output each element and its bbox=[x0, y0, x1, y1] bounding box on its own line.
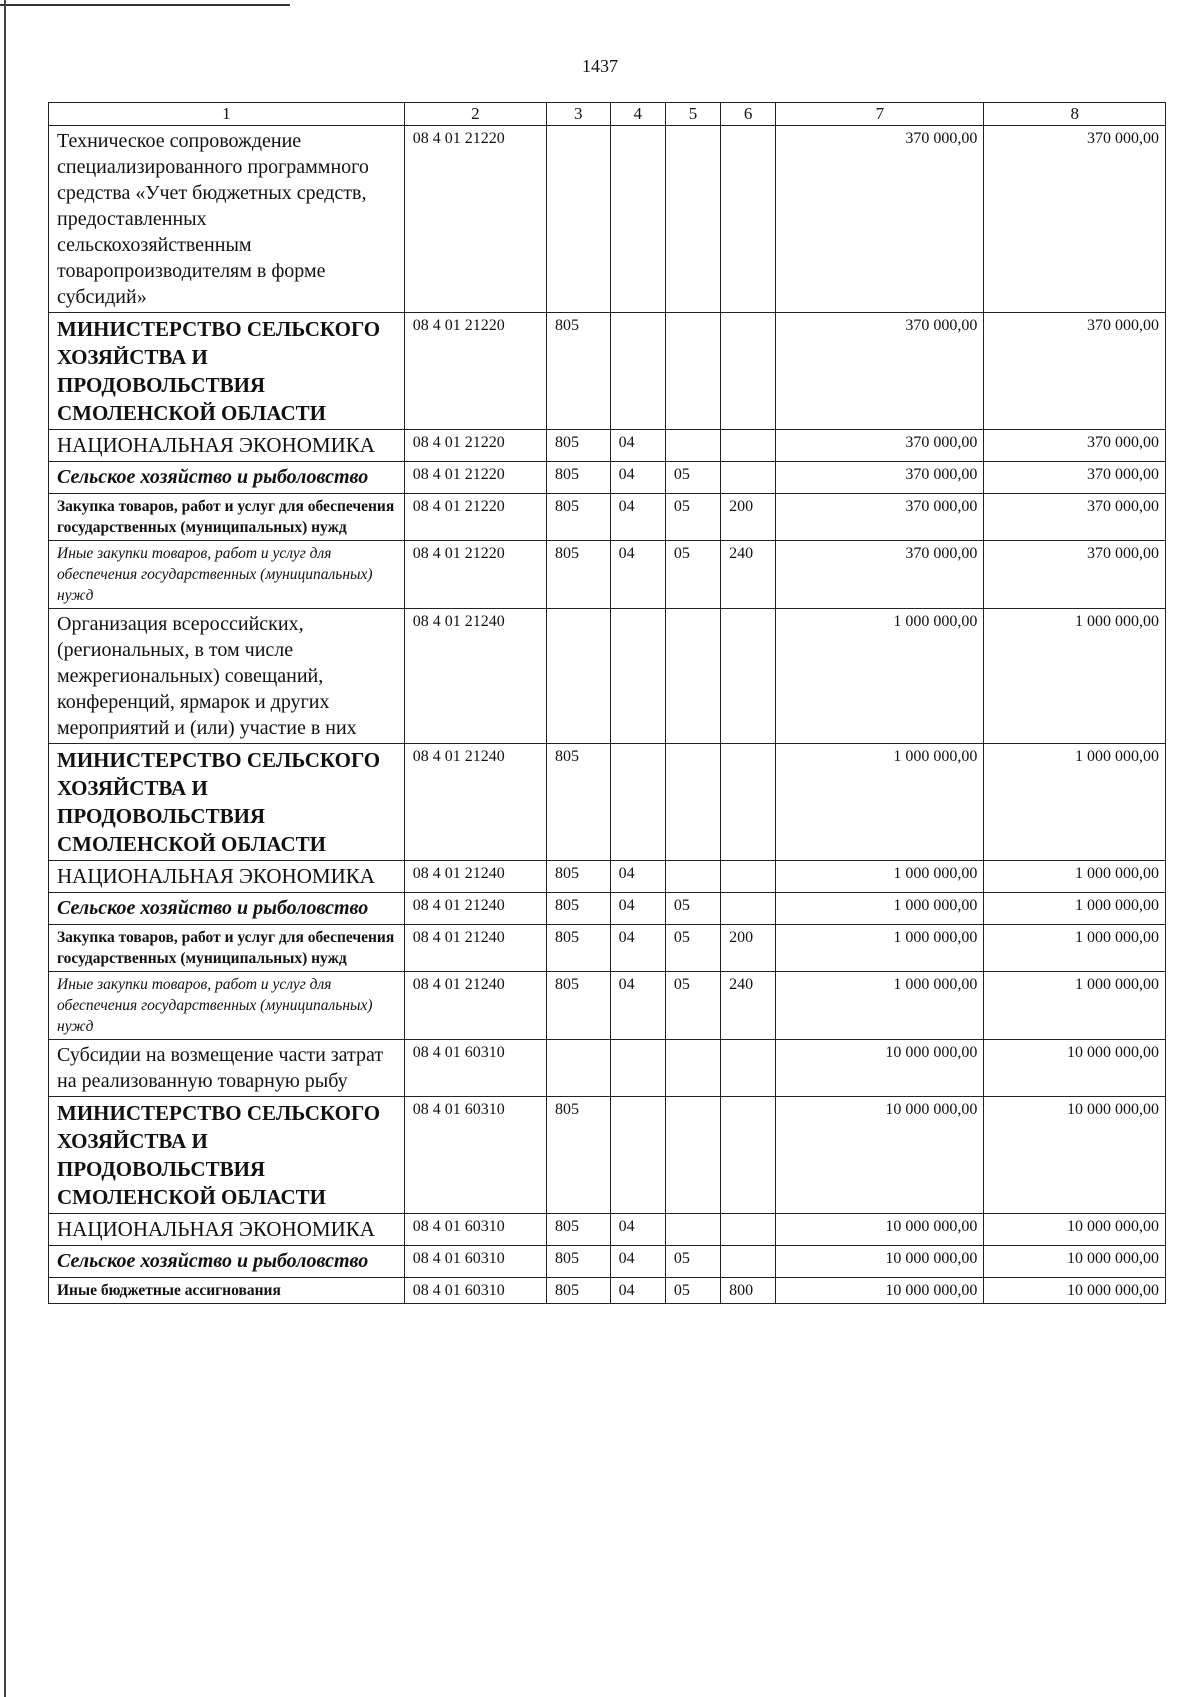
row-name-cell: МИНИСТЕРСТВО СЕЛЬСКОГО ХОЗЯЙСТВА И ПРОДОВОЛЬСТВИЯ СМОЛЕНСКОЙ ОБЛАСТИ bbox=[49, 744, 405, 861]
row-name-cell: Иные бюджетные ассигнования bbox=[49, 1278, 405, 1304]
scan-edge-top bbox=[0, 4, 290, 6]
amount-col7-cell: 370 000,00 bbox=[776, 462, 984, 494]
col6-cell bbox=[721, 893, 776, 925]
col4-cell: 04 bbox=[610, 462, 665, 494]
amount-col8-cell: 370 000,00 bbox=[984, 494, 1166, 541]
col6-cell bbox=[721, 1214, 776, 1246]
amount-col8-cell: 370 000,00 bbox=[984, 462, 1166, 494]
code-cell: 08 4 01 21220 bbox=[404, 313, 546, 430]
col6-cell bbox=[721, 462, 776, 494]
amount-col8-cell: 1 000 000,00 bbox=[984, 609, 1166, 744]
table-row bbox=[49, 893, 1166, 925]
col3-cell: 805 bbox=[546, 462, 610, 494]
col6-cell: 200 bbox=[721, 494, 776, 541]
code-cell: 08 4 01 60310 bbox=[404, 1040, 546, 1097]
table-row bbox=[49, 744, 1166, 861]
col4-cell: 04 bbox=[610, 494, 665, 541]
column-header: 2 bbox=[404, 103, 546, 126]
col5-cell bbox=[665, 609, 720, 744]
amount-col8-cell: 10 000 000,00 bbox=[984, 1040, 1166, 1097]
col5-cell: 05 bbox=[665, 494, 720, 541]
code-cell: 08 4 01 21240 bbox=[404, 861, 546, 893]
table-row bbox=[49, 925, 1166, 972]
amount-col7-cell: 370 000,00 bbox=[776, 313, 984, 430]
col3-cell: 805 bbox=[546, 1246, 610, 1278]
budget-table bbox=[48, 102, 1166, 1304]
amount-col7-cell: 10 000 000,00 bbox=[776, 1278, 984, 1304]
amount-col7-cell: 1 000 000,00 bbox=[776, 893, 984, 925]
amount-col7-cell: 1 000 000,00 bbox=[776, 609, 984, 744]
col6-cell bbox=[721, 861, 776, 893]
amount-col8-cell: 10 000 000,00 bbox=[984, 1214, 1166, 1246]
col4-cell: 04 bbox=[610, 893, 665, 925]
code-cell: 08 4 01 21220 bbox=[404, 494, 546, 541]
amount-col7-cell: 1 000 000,00 bbox=[776, 861, 984, 893]
amount-col7-cell: 370 000,00 bbox=[776, 126, 984, 313]
col4-cell: 04 bbox=[610, 972, 665, 1040]
amount-col8-cell: 1 000 000,00 bbox=[984, 861, 1166, 893]
amount-col7-cell: 370 000,00 bbox=[776, 430, 984, 462]
col4-cell bbox=[610, 1040, 665, 1097]
code-cell: 08 4 01 21240 bbox=[404, 925, 546, 972]
column-header: 7 bbox=[776, 103, 984, 126]
col6-cell: 240 bbox=[721, 541, 776, 609]
table-row bbox=[49, 430, 1166, 462]
code-cell: 08 4 01 60310 bbox=[404, 1246, 546, 1278]
scan-edge-left bbox=[4, 0, 6, 1697]
amount-col7-cell: 370 000,00 bbox=[776, 494, 984, 541]
code-cell: 08 4 01 60310 bbox=[404, 1097, 546, 1214]
row-name-cell: Сельское хозяйство и рыболовство bbox=[49, 1246, 405, 1278]
col3-cell bbox=[546, 126, 610, 313]
column-header: 1 bbox=[49, 103, 405, 126]
col4-cell: 04 bbox=[610, 430, 665, 462]
col5-cell bbox=[665, 126, 720, 313]
col3-cell bbox=[546, 609, 610, 744]
row-name-cell: МИНИСТЕРСТВО СЕЛЬСКОГО ХОЗЯЙСТВА И ПРОДОВОЛЬСТВИЯ СМОЛЕНСКОЙ ОБЛАСТИ bbox=[49, 1097, 405, 1214]
code-cell: 08 4 01 21220 bbox=[404, 541, 546, 609]
col6-cell: 200 bbox=[721, 925, 776, 972]
amount-col8-cell: 1 000 000,00 bbox=[984, 744, 1166, 861]
amount-col8-cell: 1 000 000,00 bbox=[984, 925, 1166, 972]
code-cell: 08 4 01 21240 bbox=[404, 972, 546, 1040]
col4-cell: 04 bbox=[610, 1214, 665, 1246]
col3-cell: 805 bbox=[546, 972, 610, 1040]
col6-cell bbox=[721, 744, 776, 861]
col5-cell: 05 bbox=[665, 893, 720, 925]
col5-cell bbox=[665, 861, 720, 893]
col6-cell: 240 bbox=[721, 972, 776, 1040]
amount-col8-cell: 370 000,00 bbox=[984, 430, 1166, 462]
code-cell: 08 4 01 21220 bbox=[404, 126, 546, 313]
amount-col7-cell: 370 000,00 bbox=[776, 541, 984, 609]
col5-cell bbox=[665, 744, 720, 861]
col6-cell bbox=[721, 1246, 776, 1278]
col5-cell bbox=[665, 1097, 720, 1214]
col3-cell: 805 bbox=[546, 744, 610, 861]
col6-cell: 800 bbox=[721, 1278, 776, 1304]
col3-cell: 805 bbox=[546, 925, 610, 972]
col5-cell bbox=[665, 313, 720, 430]
row-name-cell: Сельское хозяйство и рыболовство bbox=[49, 462, 405, 494]
row-name-cell: Закупка товаров, работ и услуг для обеспечения государственных (муниципальных) нужд bbox=[49, 925, 405, 972]
code-cell: 08 4 01 60310 bbox=[404, 1214, 546, 1246]
col4-cell bbox=[610, 313, 665, 430]
table-row bbox=[49, 972, 1166, 1040]
col3-cell: 805 bbox=[546, 430, 610, 462]
column-header: 8 bbox=[984, 103, 1166, 126]
col4-cell bbox=[610, 744, 665, 861]
table-row bbox=[49, 494, 1166, 541]
amount-col8-cell: 1 000 000,00 bbox=[984, 972, 1166, 1040]
amount-col7-cell: 10 000 000,00 bbox=[776, 1040, 984, 1097]
col5-cell bbox=[665, 1214, 720, 1246]
code-cell: 08 4 01 21240 bbox=[404, 744, 546, 861]
col6-cell bbox=[721, 1040, 776, 1097]
table-row bbox=[49, 1246, 1166, 1278]
amount-col8-cell: 370 000,00 bbox=[984, 313, 1166, 430]
col6-cell bbox=[721, 1097, 776, 1214]
col6-cell bbox=[721, 430, 776, 462]
code-cell: 08 4 01 60310 bbox=[404, 1278, 546, 1304]
col5-cell: 05 bbox=[665, 925, 720, 972]
row-name-cell: НАЦИОНАЛЬНАЯ ЭКОНОМИКА bbox=[49, 1214, 405, 1246]
code-cell: 08 4 01 21240 bbox=[404, 609, 546, 744]
table-row bbox=[49, 126, 1166, 313]
table-row bbox=[49, 609, 1166, 744]
table-row bbox=[49, 861, 1166, 893]
page-number: 1437 bbox=[582, 56, 618, 76]
column-header: 5 bbox=[665, 103, 720, 126]
col3-cell: 805 bbox=[546, 1097, 610, 1214]
col4-cell bbox=[610, 609, 665, 744]
col3-cell: 805 bbox=[546, 541, 610, 609]
table-row bbox=[49, 1097, 1166, 1214]
col5-cell: 05 bbox=[665, 541, 720, 609]
col5-cell: 05 bbox=[665, 1246, 720, 1278]
col4-cell bbox=[610, 126, 665, 313]
amount-col8-cell: 370 000,00 bbox=[984, 541, 1166, 609]
code-cell: 08 4 01 21220 bbox=[404, 462, 546, 494]
amount-col7-cell: 10 000 000,00 bbox=[776, 1246, 984, 1278]
amount-col7-cell: 1 000 000,00 bbox=[776, 925, 984, 972]
table-row bbox=[49, 1278, 1166, 1304]
row-name-cell: НАЦИОНАЛЬНАЯ ЭКОНОМИКА bbox=[49, 861, 405, 893]
col3-cell: 805 bbox=[546, 861, 610, 893]
col4-cell: 04 bbox=[610, 925, 665, 972]
table-row bbox=[49, 313, 1166, 430]
row-name-cell: Закупка товаров, работ и услуг для обеспечения государственных (муниципальных) нужд bbox=[49, 494, 405, 541]
col5-cell bbox=[665, 1040, 720, 1097]
amount-col8-cell: 1 000 000,00 bbox=[984, 893, 1166, 925]
amount-col7-cell: 10 000 000,00 bbox=[776, 1214, 984, 1246]
row-name-cell: Иные закупки товаров, работ и услуг для обеспечения государственных (муниципальных) нужд bbox=[49, 972, 405, 1040]
row-name-cell: Организация всероссийских, (региональных, в том числе межрегиональных) совещаний, конференций, ярмарок и других мероприятий и (или) участие в них bbox=[49, 609, 405, 744]
col3-cell: 805 bbox=[546, 893, 610, 925]
column-header: 3 bbox=[546, 103, 610, 126]
col6-cell bbox=[721, 313, 776, 430]
col3-cell: 805 bbox=[546, 313, 610, 430]
amount-col8-cell: 370 000,00 bbox=[984, 126, 1166, 313]
amount-col8-cell: 10 000 000,00 bbox=[984, 1246, 1166, 1278]
code-cell: 08 4 01 21240 bbox=[404, 893, 546, 925]
col4-cell: 04 bbox=[610, 1246, 665, 1278]
col6-cell bbox=[721, 126, 776, 313]
col3-cell: 805 bbox=[546, 494, 610, 541]
row-name-cell: Сельское хозяйство и рыболовство bbox=[49, 893, 405, 925]
table-row bbox=[49, 1214, 1166, 1246]
column-header: 4 bbox=[610, 103, 665, 126]
row-name-cell: МИНИСТЕРСТВО СЕЛЬСКОГО ХОЗЯЙСТВА И ПРОДОВОЛЬСТВИЯ СМОЛЕНСКОЙ ОБЛАСТИ bbox=[49, 313, 405, 430]
amount-col7-cell: 1 000 000,00 bbox=[776, 744, 984, 861]
code-cell: 08 4 01 21220 bbox=[404, 430, 546, 462]
table-row bbox=[49, 462, 1166, 494]
col3-cell bbox=[546, 1040, 610, 1097]
col4-cell: 04 bbox=[610, 861, 665, 893]
row-name-cell: Иные закупки товаров, работ и услуг для обеспечения государственных (муниципальных) нужд bbox=[49, 541, 405, 609]
table-header-row bbox=[49, 103, 1166, 126]
col5-cell bbox=[665, 430, 720, 462]
row-name-cell: Субсидии на возмещение части затрат на реализованную товарную рыбу bbox=[49, 1040, 405, 1097]
table-row bbox=[49, 541, 1166, 609]
row-name-cell: НАЦИОНАЛЬНАЯ ЭКОНОМИКА bbox=[49, 430, 405, 462]
col5-cell: 05 bbox=[665, 972, 720, 1040]
column-header: 6 bbox=[721, 103, 776, 126]
col5-cell: 05 bbox=[665, 462, 720, 494]
col3-cell: 805 bbox=[546, 1278, 610, 1304]
col3-cell: 805 bbox=[546, 1214, 610, 1246]
col4-cell bbox=[610, 1097, 665, 1214]
table-row bbox=[49, 1040, 1166, 1097]
col5-cell: 05 bbox=[665, 1278, 720, 1304]
col6-cell bbox=[721, 609, 776, 744]
row-name-cell: Техническое сопровождение специализированного программного средства «Учет бюджетных средств, предоставленных сельскохозяйственным товаропроизводителям в форме субсидий» bbox=[49, 126, 405, 313]
amount-col7-cell: 10 000 000,00 bbox=[776, 1097, 984, 1214]
amount-col8-cell: 10 000 000,00 bbox=[984, 1097, 1166, 1214]
amount-col8-cell: 10 000 000,00 bbox=[984, 1278, 1166, 1304]
col4-cell: 04 bbox=[610, 541, 665, 609]
amount-col7-cell: 1 000 000,00 bbox=[776, 972, 984, 1040]
col4-cell: 04 bbox=[610, 1278, 665, 1304]
